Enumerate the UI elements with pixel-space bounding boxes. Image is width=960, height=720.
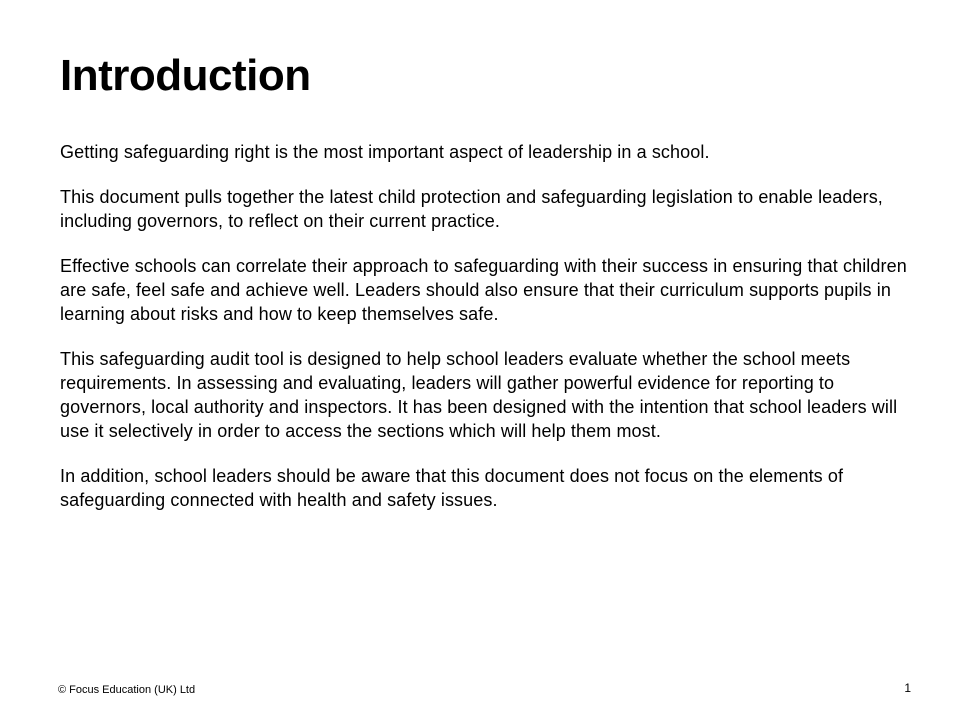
paragraph-2: This document pulls together the latest child protection and safeguarding legislation to enable leaders, including governors, to reflect on their current practice. [60,187,883,231]
paragraph-5: In addition, school leaders should be aware that this document does not focus on the elements of safeguarding connected with health and safety issues. [60,466,844,510]
page-title: Introduction [60,51,311,100]
paragraph-3: Effective schools can correlate their approach to safeguarding with their success in ensuring that children are safe, feel safe and achieve well. Leaders should also ensure that their curriculum supports pupils in learning about risks and how to keep themselves safe. [60,256,907,324]
paragraph-4: This safeguarding audit tool is designed to help school leaders evaluate whether the school meets requirements. In assessing and evaluating, leaders will gather powerful evidence for reporting to governors, local authority and inspectors. It has been designed with the intention that school leaders will use it selectively in order to access the sections which will help them most. [60,349,898,441]
page-number: 1 [904,681,911,695]
paragraph-1: Getting safeguarding right is the most important aspect of leadership in a school. [60,142,710,162]
body-text [60,140,910,533]
footer-copyright: © Focus Education (UK) Ltd [58,684,196,696]
